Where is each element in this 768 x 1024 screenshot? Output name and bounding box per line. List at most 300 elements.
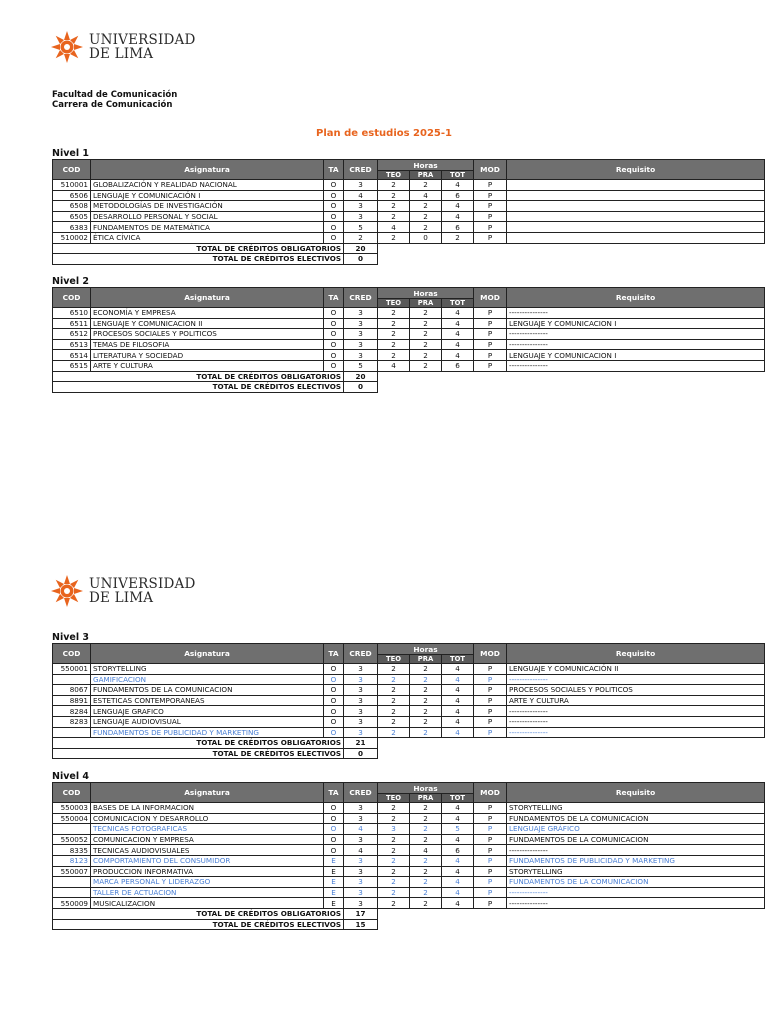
course-type: E [324,866,344,877]
course-tot: 2 [442,232,474,243]
course-teo: 2 [378,232,410,243]
course-requirement [507,211,765,222]
course-credits: 5 [344,360,378,371]
course-tot: 4 [442,318,474,329]
course-requirement: STORYTELLING [507,803,765,814]
course-teo: 2 [378,664,410,675]
table-row [53,329,765,340]
course-credits: 3 [344,339,378,350]
course-tot: 4 [442,674,474,685]
col-header-mod: MOD [474,783,507,803]
course-teo: 2 [378,803,410,814]
course-type: O [324,706,344,717]
col-header-cod: COD [53,783,91,803]
course-tot: 4 [442,339,474,350]
course-name: ECONOMÍA Y EMPRESA [91,308,324,319]
course-teo: 2 [378,887,410,898]
course-credits: 3 [344,695,378,706]
logo-line1: UNIVERSIDAD [89,32,196,48]
col-header-cred: CRED [344,288,378,308]
total-oblig-label: TOTAL DE CRÉDITOS OBLIGATORIOS [53,243,344,254]
plan-title: Plan de estudios 2025-1 [316,128,452,139]
table-row [53,695,765,706]
col-header-mod: MOD [474,160,507,180]
logo-line2: DE LIMA [89,590,154,606]
course-code: 550052 [53,834,91,845]
course-credits: 3 [344,834,378,845]
course-tot: 4 [442,201,474,212]
course-code: 6383 [53,222,91,233]
course-mod: P [474,350,507,361]
course-name[interactable]: TECNICAS FOTOGRAFICAS [91,824,324,835]
course-code: 8067 [53,685,91,696]
total-elect-row [53,919,765,930]
table-row [53,877,765,888]
table-row [53,211,765,222]
total-elect-label: TOTAL DE CRÉDITOS ELECTIVOS [53,748,344,759]
col-header-requisito: Requisito [507,160,765,180]
table-row [53,855,765,866]
col-header-teo: TEO [378,171,410,180]
course-name[interactable]: TALLER DE ACTUACION [91,887,324,898]
course-teo: 2 [378,866,410,877]
level-title: Nivel 3 [52,632,90,643]
course-code: 8283 [53,716,91,727]
table-row [53,824,765,835]
course-name: GLOBALIZACIÓN Y REALIDAD NACIONAL [91,180,324,191]
col-header-ta: TA [324,288,344,308]
table-row [53,685,765,696]
col-header-mod: MOD [474,288,507,308]
faculty-name: Facultad de Comunicación [52,90,178,100]
course-code: 6515 [53,360,91,371]
course-requirement: PROCESOS SOCIALES Y POLITICOS [507,685,765,696]
course-credits: 3 [344,685,378,696]
col-header-requisito: Requisito [507,288,765,308]
course-credits: 2 [344,232,378,243]
col-header-tot: TOT [442,794,474,803]
course-teo: 2 [378,685,410,696]
course-requirement: --------------- [507,898,765,909]
course-teo: 2 [378,180,410,191]
logo-line2: DE LIMA [89,46,154,62]
course-credits: 4 [344,190,378,201]
course-type: O [324,318,344,329]
course-code: 8335 [53,845,91,856]
course-code [53,887,91,898]
table-row [53,308,765,319]
col-header-pra: PRA [410,171,442,180]
col-header-cred: CRED [344,644,378,664]
course-type: O [324,824,344,835]
course-name: DESARROLLO PERSONAL Y SOCIAL [91,211,324,222]
course-name: PRODUCCION INFORMATIVA [91,866,324,877]
course-tot: 4 [442,716,474,727]
course-code [53,674,91,685]
course-teo: 2 [378,813,410,824]
course-requirement [507,222,765,233]
course-mod: P [474,898,507,909]
course-requirement [507,201,765,212]
course-name[interactable]: GAMIFICACION [91,674,324,685]
course-mod: P [474,222,507,233]
course-requirement: --------------- [507,706,765,717]
course-code [53,824,91,835]
courses-table [52,159,765,265]
table-row [53,887,765,898]
course-mod: P [474,318,507,329]
course-tot: 4 [442,329,474,340]
course-code: 550001 [53,664,91,675]
course-code [53,727,91,738]
table-row [53,232,765,243]
course-credits: 3 [344,803,378,814]
course-credits: 3 [344,201,378,212]
col-header-cod: COD [53,644,91,664]
table-row [53,845,765,856]
course-mod: P [474,360,507,371]
table-row [53,222,765,233]
course-name: ESTETICAS CONTEMPORANEAS [91,695,324,706]
course-mod: P [474,706,507,717]
course-type: O [324,232,344,243]
course-name: BASES DE LA INFORMACION [91,803,324,814]
course-pra: 2 [410,339,442,350]
course-requirement: --------------- [507,845,765,856]
course-tot: 4 [442,695,474,706]
level-2-section [52,276,765,393]
course-name: MUSICALIZACION [91,898,324,909]
col-header-asignatura: Asignatura [91,783,324,803]
course-name: METODOLOGÍAS DE INVESTIGACIÓN [91,201,324,212]
course-pra: 2 [410,706,442,717]
course-tot: 4 [442,727,474,738]
col-header-cred: CRED [344,160,378,180]
course-type: O [324,201,344,212]
course-code: 6508 [53,201,91,212]
course-pra: 2 [410,898,442,909]
course-credits: 3 [344,727,378,738]
courses-table [52,782,765,930]
course-mod: P [474,329,507,340]
course-name[interactable]: FUNDAMENTOS DE PUBLICIDAD Y MARKETING [91,727,324,738]
course-type: O [324,695,344,706]
course-code: 8284 [53,706,91,717]
table-row [53,803,765,814]
course-type: O [324,211,344,222]
career-name: Carrera de Comunicación [52,100,173,110]
total-oblig-row [53,908,765,919]
table-row [53,350,765,361]
course-name: STORYTELLING [91,664,324,675]
course-tot: 4 [442,877,474,888]
course-code: 8891 [53,695,91,706]
courses-table [52,643,765,759]
course-credits: 4 [344,824,378,835]
course-name: ARTE Y CULTURA [91,360,324,371]
course-requirement: --------------- [507,308,765,319]
course-teo: 2 [378,855,410,866]
course-mod: P [474,685,507,696]
col-header-requisito: Requisito [507,644,765,664]
sun-emblem-icon [50,30,84,64]
total-elect-value: 0 [344,254,378,265]
total-oblig-value: 20 [344,243,378,254]
total-elect-label: TOTAL DE CRÉDITOS ELECTIVOS [53,919,344,930]
table-row [53,716,765,727]
course-mod: P [474,211,507,222]
course-tot: 6 [442,360,474,371]
table-row [53,898,765,909]
course-teo: 2 [378,211,410,222]
course-tot: 4 [442,898,474,909]
course-name[interactable]: MARCA PERSONAL Y LIDERAZGO [91,877,324,888]
col-header-ta: TA [324,644,344,664]
col-header-tot: TOT [442,171,474,180]
course-pra: 2 [410,877,442,888]
course-teo: 2 [378,190,410,201]
course-mod: P [474,855,507,866]
course-type: O [324,685,344,696]
course-pra: 2 [410,695,442,706]
course-pra: 2 [410,803,442,814]
course-teo: 2 [378,695,410,706]
course-name: LENGUAJE AUDIOVISUAL [91,716,324,727]
table-row [53,201,765,212]
course-name: FUNDAMENTOS DE MATEMÁTICA [91,222,324,233]
course-type: O [324,190,344,201]
total-elect-row [53,748,765,759]
course-teo: 2 [378,716,410,727]
course-credits: 3 [344,674,378,685]
course-name: ÉTICA CÍVICA [91,232,324,243]
course-mod: P [474,232,507,243]
total-oblig-label: TOTAL DE CRÉDITOS OBLIGATORIOS [53,908,344,919]
course-type: O [324,664,344,675]
table-row [53,664,765,675]
course-code: 510002 [53,232,91,243]
course-tot: 6 [442,845,474,856]
col-header-teo: TEO [378,655,410,664]
total-oblig-value: 21 [344,738,378,749]
course-teo: 2 [378,201,410,212]
course-pra: 2 [410,201,442,212]
course-pra: 4 [410,190,442,201]
course-name: COMUNICACION Y DESARROLLO [91,813,324,824]
table-row [53,360,765,371]
col-header-asignatura: Asignatura [91,644,324,664]
course-name: LENGUAJE GRAFICO [91,706,324,717]
total-oblig-label: TOTAL DE CRÉDITOS OBLIGATORIOS [53,738,344,749]
course-requirement: --------------- [507,887,765,898]
col-header-cod: COD [53,160,91,180]
col-header-pra: PRA [410,794,442,803]
course-teo: 2 [378,329,410,340]
course-tot: 4 [442,855,474,866]
course-requirement: ARTE Y CULTURA [507,695,765,706]
course-tot: 4 [442,803,474,814]
course-mod: P [474,877,507,888]
course-teo: 2 [378,318,410,329]
course-teo: 4 [378,360,410,371]
course-requirement: LENGUAJE Y COMUNICACIÓN II [507,664,765,675]
course-pra: 2 [410,180,442,191]
course-mod: P [474,180,507,191]
course-code: 6512 [53,329,91,340]
course-tot: 4 [442,813,474,824]
table-row [53,190,765,201]
course-requirement: STORYTELLING [507,866,765,877]
course-teo: 2 [378,308,410,319]
total-oblig-row [53,371,765,382]
course-mod: P [474,201,507,212]
course-code: 550007 [53,866,91,877]
course-type: O [324,222,344,233]
sun-emblem-icon [50,574,84,608]
course-pra: 2 [410,664,442,675]
col-header-asignatura: Asignatura [91,160,324,180]
course-teo: 2 [378,727,410,738]
course-requirement: FUNDAMENTOS DE LA COMUNICACION [507,834,765,845]
course-code: 550009 [53,898,91,909]
level-title: Nivel 1 [52,148,90,159]
course-requirement: --------------- [507,329,765,340]
course-name: FUNDAMENTOS DE LA COMUNICACION [91,685,324,696]
total-elect-row [53,254,765,265]
course-teo: 4 [378,222,410,233]
course-teo: 2 [378,898,410,909]
course-mod: P [474,695,507,706]
course-name: LENGUAJE Y COMUNICACION II [91,318,324,329]
total-elect-value: 15 [344,919,378,930]
table-row [53,813,765,824]
col-header-tot: TOT [442,655,474,664]
course-type: O [324,845,344,856]
course-pra: 2 [410,727,442,738]
course-type: O [324,727,344,738]
col-header-cred: CRED [344,783,378,803]
col-header-horas: Horas [378,160,474,171]
col-header-ta: TA [324,160,344,180]
course-mod: P [474,887,507,898]
course-requirement: FUNDAMENTOS DE LA COMUNICACION [507,813,765,824]
course-pra: 4 [410,845,442,856]
col-header-teo: TEO [378,299,410,308]
course-credits: 3 [344,877,378,888]
course-mod: P [474,190,507,201]
course-requirement [507,232,765,243]
table-row [53,180,765,191]
course-credits: 3 [344,329,378,340]
course-tot: 4 [442,664,474,675]
course-mod: P [474,674,507,685]
course-mod: P [474,813,507,824]
course-type: O [324,674,344,685]
course-code: 8123 [53,855,91,866]
course-teo: 2 [378,877,410,888]
course-name: LENGUAJE Y COMUNICACIÓN I [91,190,324,201]
course-pra: 2 [410,329,442,340]
course-tot: 6 [442,222,474,233]
col-header-asignatura: Asignatura [91,288,324,308]
total-elect-value: 0 [344,382,378,393]
course-mod: P [474,308,507,319]
col-header-horas: Horas [378,288,474,299]
course-pra: 2 [410,813,442,824]
course-mod: P [474,716,507,727]
total-oblig-value: 20 [344,371,378,382]
table-row [53,834,765,845]
course-credits: 3 [344,211,378,222]
col-header-tot: TOT [442,299,474,308]
course-credits: 5 [344,222,378,233]
course-pra: 2 [410,308,442,319]
course-type: E [324,877,344,888]
course-code: 510001 [53,180,91,191]
course-code [53,877,91,888]
total-oblig-label: TOTAL DE CRÉDITOS OBLIGATORIOS [53,371,344,382]
course-requirement: --------------- [507,674,765,685]
course-tot: 6 [442,190,474,201]
course-pra: 2 [410,674,442,685]
col-header-mod: MOD [474,644,507,664]
col-header-requisito: Requisito [507,783,765,803]
courses-table [52,287,765,393]
col-header-pra: PRA [410,299,442,308]
course-name: TEMAS DE FILOSOFIA [91,339,324,350]
course-mod: P [474,866,507,877]
table-row [53,727,765,738]
course-mod: P [474,845,507,856]
course-credits: 4 [344,845,378,856]
course-requirement: --------------- [507,360,765,371]
course-requirement: --------------- [507,716,765,727]
course-requirement: LENGUAJE GRÁFICO [507,824,765,835]
course-credits: 3 [344,813,378,824]
total-oblig-row [53,243,765,254]
course-credits: 3 [344,664,378,675]
course-credits: 3 [344,716,378,727]
total-oblig-value: 17 [344,908,378,919]
course-credits: 3 [344,887,378,898]
course-type: O [324,803,344,814]
course-pra: 2 [410,887,442,898]
course-type: O [324,339,344,350]
course-mod: P [474,664,507,675]
course-pra: 2 [410,855,442,866]
course-pra: 2 [410,360,442,371]
course-teo: 2 [378,339,410,350]
course-credits: 3 [344,350,378,361]
course-pra: 2 [410,716,442,727]
course-tot: 4 [442,308,474,319]
course-code: 6510 [53,308,91,319]
course-requirement: FUNDAMENTOS DE PUBLICIDAD Y MARKETING [507,855,765,866]
course-type: O [324,834,344,845]
course-name: PROCESOS SOCIALES Y POLITICOS [91,329,324,340]
col-header-teo: TEO [378,794,410,803]
course-credits: 3 [344,706,378,717]
col-header-ta: TA [324,783,344,803]
course-pra: 2 [410,685,442,696]
level-title: Nivel 4 [52,771,90,782]
course-tot: 4 [442,866,474,877]
course-teo: 2 [378,706,410,717]
course-pra: 2 [410,866,442,877]
course-teo: 2 [378,350,410,361]
course-teo: 3 [378,824,410,835]
course-name[interactable]: COMPORTAMIENTO DEL CONSUMIDOR [91,855,324,866]
